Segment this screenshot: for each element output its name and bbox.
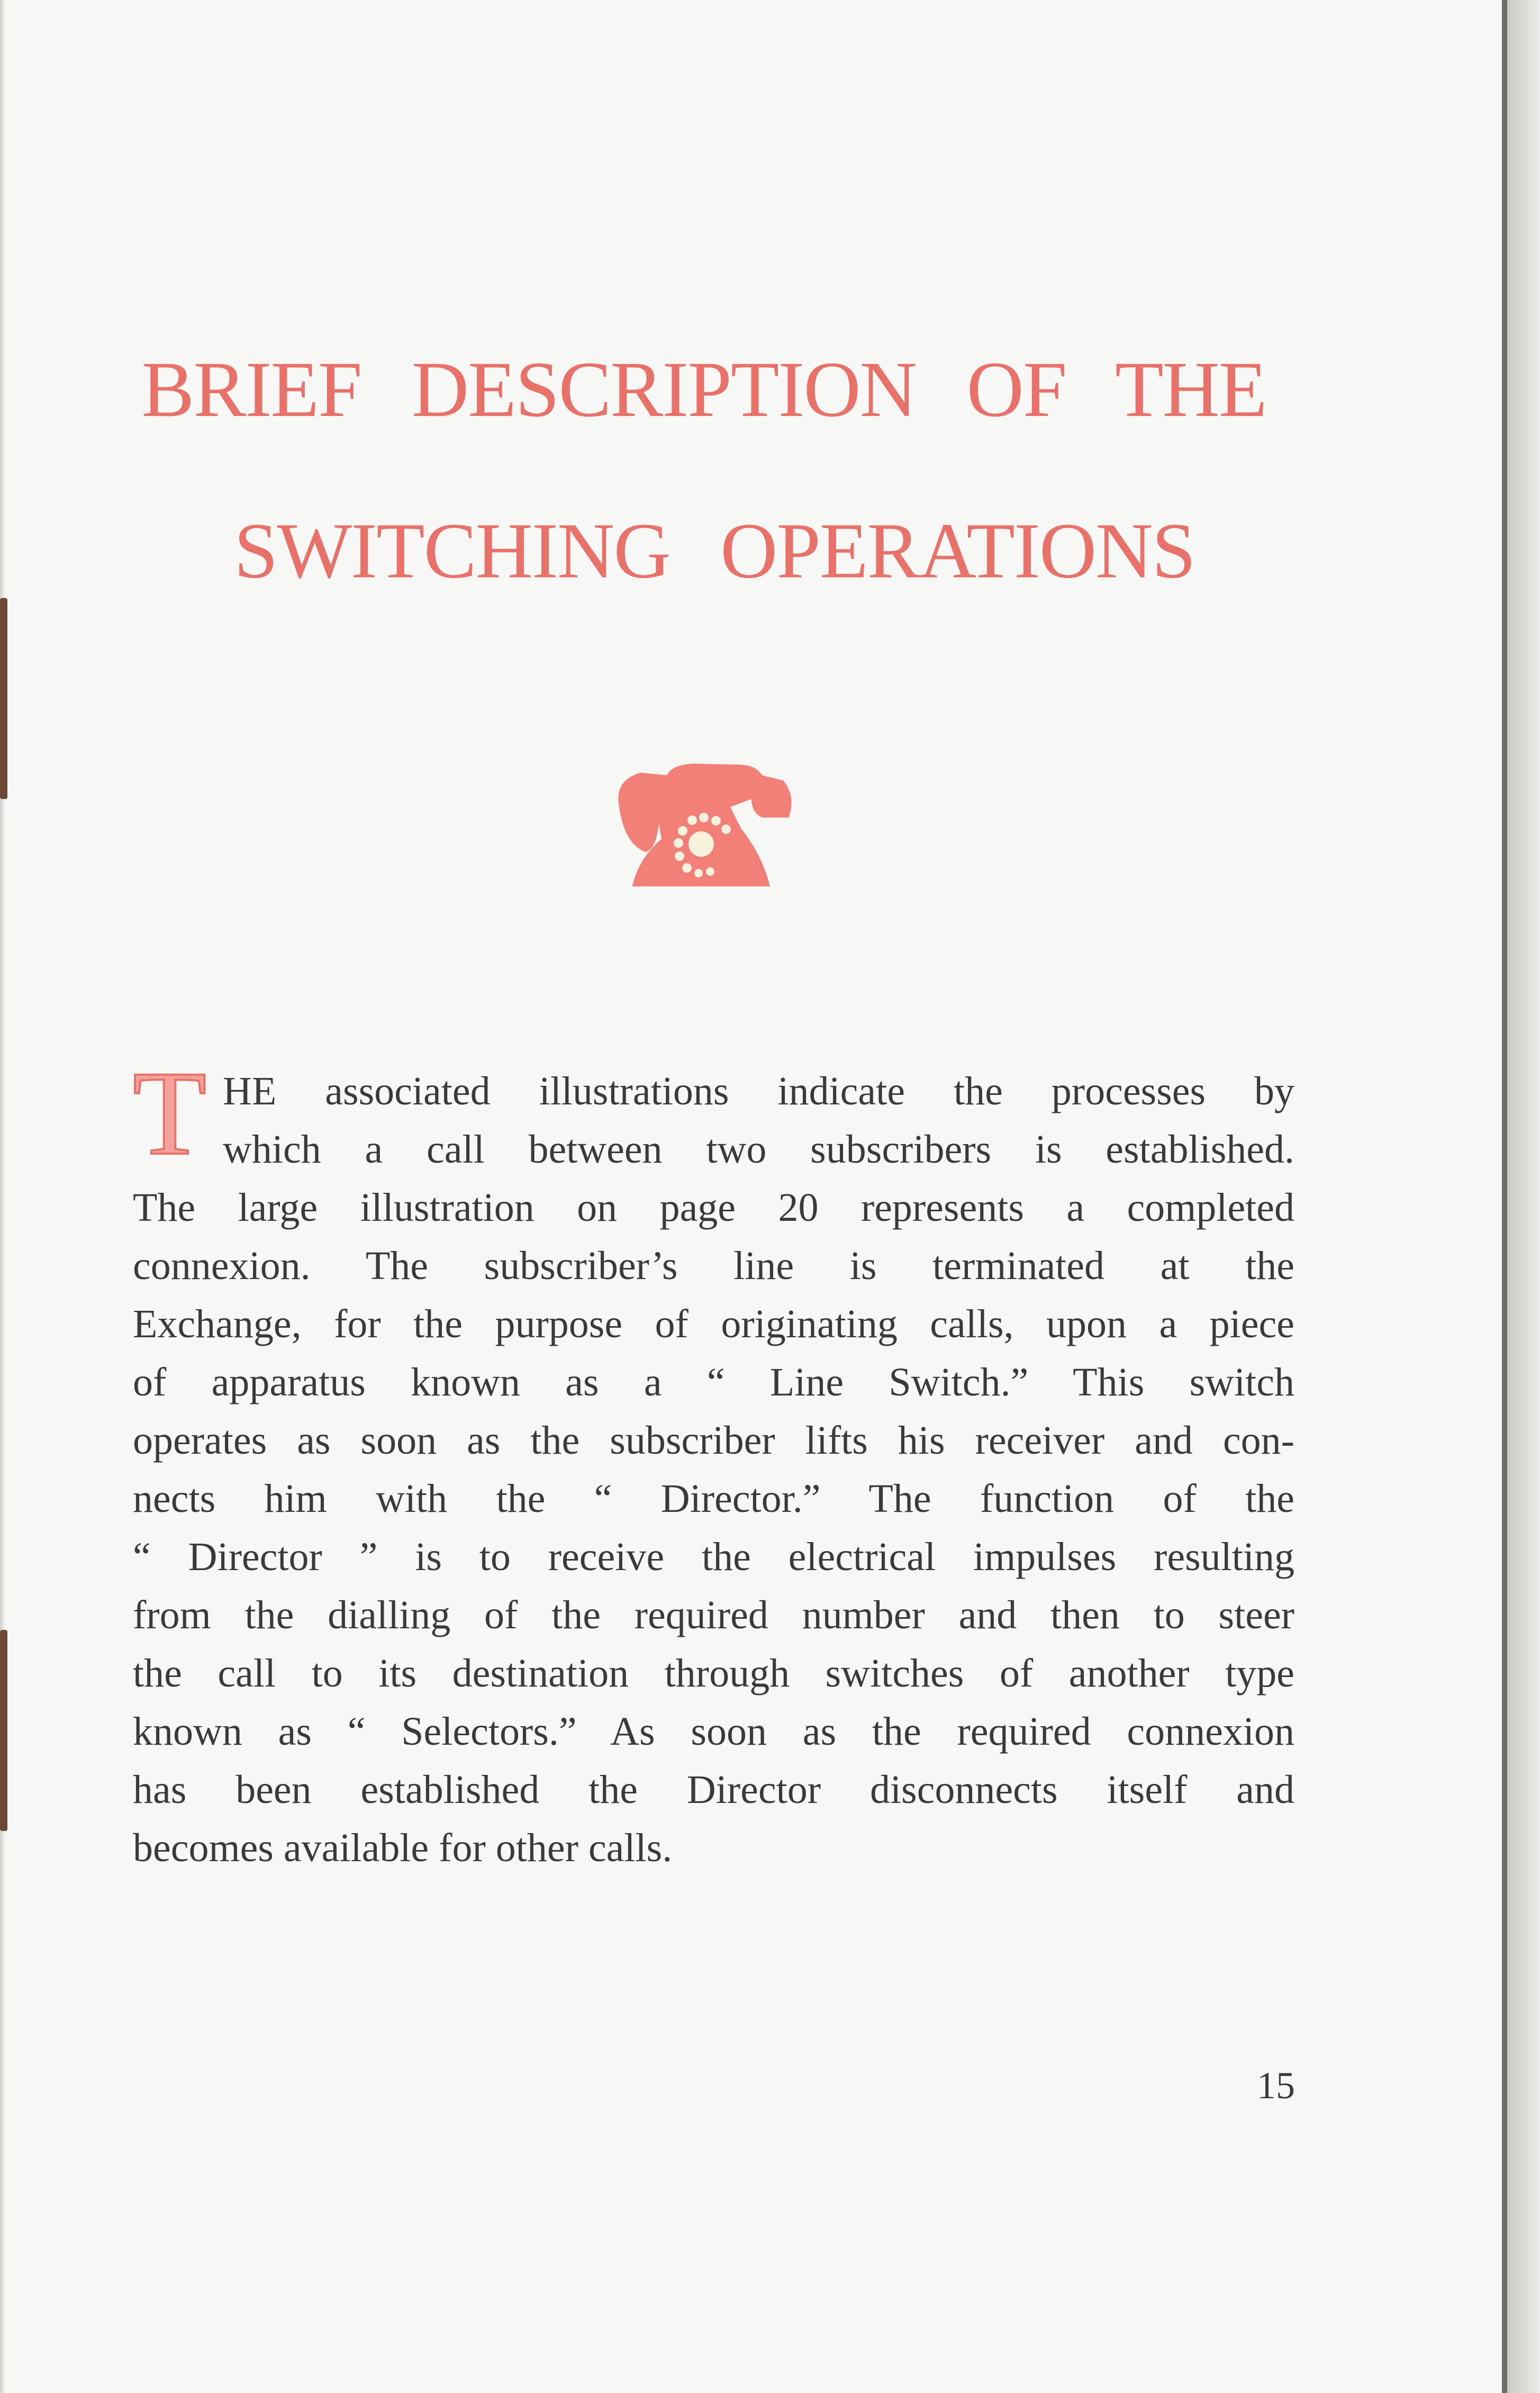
binding-mark bbox=[0, 598, 7, 799]
page-shadow bbox=[1507, 0, 1540, 2393]
paragraph-line: known as “ Selectors.” As soon as the required connexion bbox=[133, 1709, 1294, 1754]
binding-mark bbox=[0, 1630, 7, 1831]
paragraph-line: HE associated illustrations indicate the processes by bbox=[223, 1069, 1294, 1113]
paragraph-line: has been established the Director disconnects itself and bbox=[133, 1767, 1294, 1812]
page-right-edge bbox=[1502, 0, 1507, 2393]
page-number: 15 bbox=[1257, 2064, 1295, 2107]
page-title-line-2: SWITCHING OPERATIONS bbox=[234, 507, 1195, 595]
paragraph-line: becomes available for other calls. bbox=[133, 1826, 673, 1870]
body-paragraph bbox=[133, 1062, 1294, 1877]
paragraph-line: Exchange, for the purpose of originating calls, upon a piece bbox=[133, 1302, 1294, 1346]
paragraph-line: “ Director ” is to receive the electrical impulses resulting bbox=[133, 1535, 1294, 1579]
paragraph-line: nects him with the “ Director.” The function of the bbox=[133, 1476, 1294, 1521]
paragraph-line: connexion. The subscriber’s line is terminated at the bbox=[133, 1244, 1294, 1288]
paragraph-line: operates as soon as the subscriber lifts his receiver and con- bbox=[133, 1418, 1294, 1463]
paragraph-line: The large illustration on page 20 represents a completed bbox=[133, 1185, 1294, 1230]
drop-cap: T bbox=[133, 1047, 207, 1180]
paragraph-line: the call to its destination through switches of another type bbox=[133, 1651, 1294, 1696]
telephone-icon bbox=[609, 759, 794, 892]
paragraph-line: which a call between two subscribers is established. bbox=[223, 1127, 1294, 1172]
paragraph-line: from the dialling of the required number and then to steer bbox=[133, 1593, 1294, 1637]
page-title-line-1: BRIEF DESCRIPTION OF THE bbox=[141, 346, 1266, 433]
paragraph-line: of apparatus known as a “ Line Switch.” This switch bbox=[133, 1360, 1294, 1404]
